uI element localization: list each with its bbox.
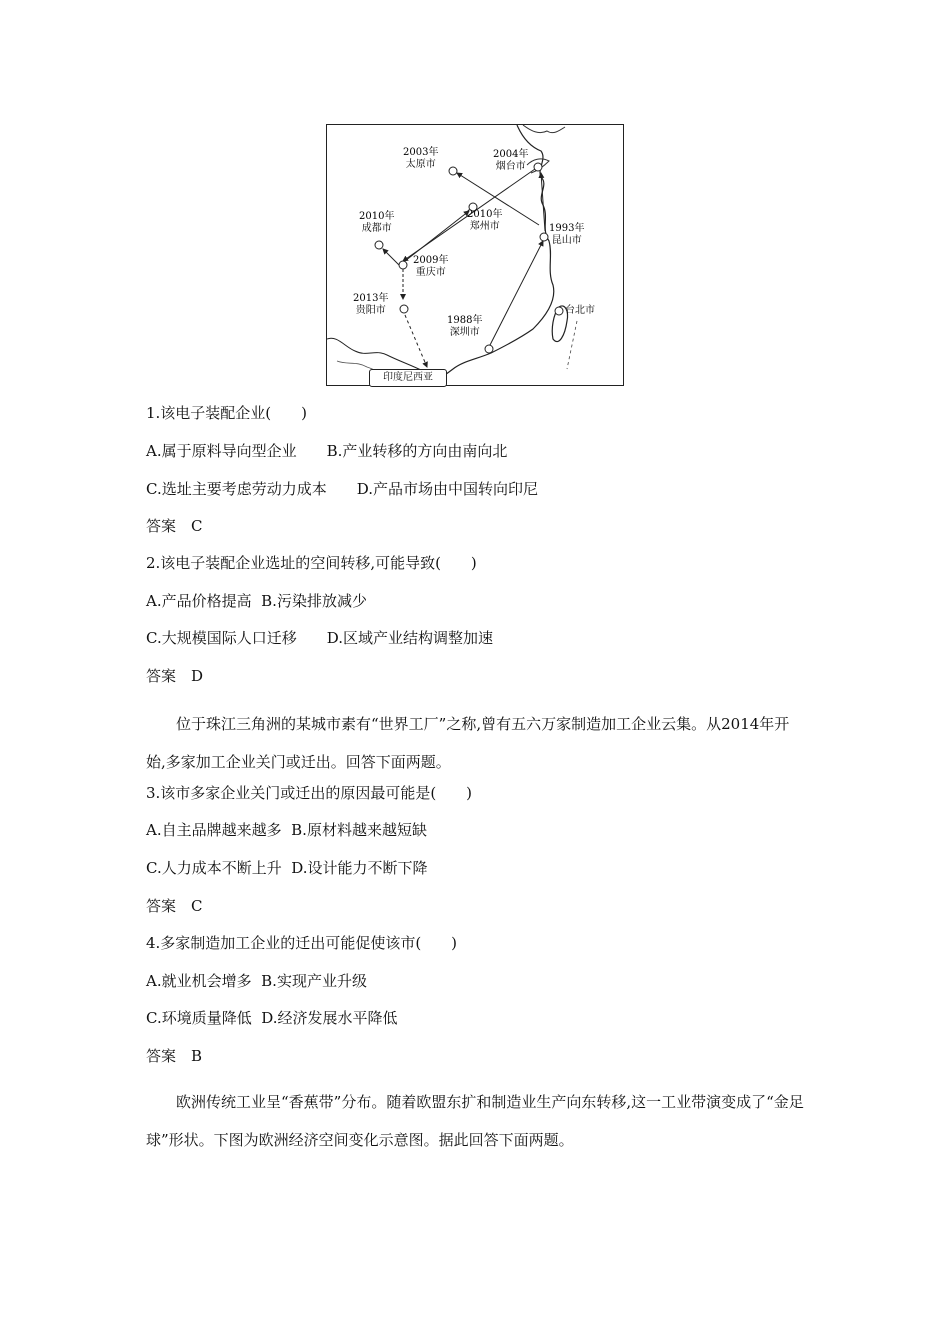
q4-option-a: A.就业机会增多 (146, 972, 252, 990)
city-label-taiyuan: 2003年 太原市 (403, 147, 439, 170)
q3-option-a: A.自主品牌越来越多 (146, 821, 282, 839)
city-label-zhengzhou: 2010年 郑州市 (467, 209, 503, 232)
korea-coast (523, 125, 565, 133)
q1-option-d: D.产品市场由中国转向印尼 (356, 480, 538, 498)
arrow-shenzhen-kunshan (489, 241, 543, 347)
sea-dash (567, 321, 577, 369)
city-dot-taipei (555, 307, 563, 315)
q3-option-d: D.设计能力不断下降 (291, 859, 428, 877)
passage-2: 欧洲传统工业呈“香蕉带”分布。随着欧盟东扩和制造业生产向东转移,这一工业带演变成了“金足球”形状。下图为欧洲经济空间变化示意图。据此回答下面两题。 (146, 1093, 804, 1149)
city-dot-taiyuan (449, 167, 457, 175)
city-dot-chongqing (399, 261, 407, 269)
city-dot-chengdu (375, 241, 383, 249)
q3-stem: 3.该市多家企业关门或迁出的原因最可能是( ) (146, 784, 473, 802)
q2-option-a: A.产品价格提高 (146, 592, 252, 610)
city-label-chengdu: 2010年 成都市 (359, 211, 395, 234)
q2-options-cd (146, 628, 493, 648)
q3-option-b: B.原材料越来越短缺 (291, 821, 427, 839)
q4-option-d: D.经济发展水平降低 (261, 1009, 398, 1027)
city-label-kunshan: 1993年 昆山市 (549, 223, 585, 246)
map-drawing (327, 125, 623, 385)
arrow-chongqing-zhengzhou (405, 211, 469, 261)
q3-options-cd (146, 858, 428, 878)
city-label-guiyang: 2013年 贵阳市 (353, 293, 389, 316)
destination-label: 印度尼西亚 (369, 369, 447, 387)
q3-options-ab (146, 820, 427, 840)
arrow-chongqing-chengdu (383, 249, 399, 265)
city-label-shenzhen: 1988年 深圳市 (447, 315, 483, 338)
q1-option-b: B.产业转移的方向由南向北 (326, 442, 508, 460)
city-label-chongqing: 2009年 重庆市 (413, 255, 449, 278)
city-dot-yantai (534, 163, 542, 171)
city-label-taipei: 台北市 (565, 305, 595, 316)
q4-options-cd (146, 1008, 398, 1028)
q4-options-ab (146, 971, 367, 991)
city-dot-kunshan (540, 233, 548, 241)
q4-option-c: C.环境质量降低 (146, 1009, 252, 1027)
q2-option-b: B.污染排放减少 (261, 592, 367, 610)
border (327, 338, 423, 371)
q4-answer: 答案 B (146, 1047, 203, 1065)
city-label-yantai: 2004年 烟台市 (493, 149, 529, 172)
q1-option-a: A.属于原料导向型企业 (146, 442, 297, 460)
q4-stem: 4.多家制造加工企业的迁出可能促使该市( ) (146, 934, 458, 952)
q1-options-ab (146, 441, 507, 461)
city-dot-shenzhen (485, 345, 493, 353)
q3-answer: 答案 C (146, 897, 203, 915)
q2-options-ab (146, 591, 367, 611)
q1-option-c: C.选址主要考虑劳动力成本 (146, 480, 327, 498)
q3-option-c: C.人力成本不断上升 (146, 859, 282, 877)
relocation-map (326, 124, 624, 386)
arrow-guiyang-indonesia (405, 315, 427, 367)
q2-stem: 2.该电子装配企业选址的空间转移,可能导致( ) (146, 554, 477, 572)
city-dot-guiyang (400, 305, 408, 313)
passage-1: 位于珠江三角洲的某城市素有“世界工厂”之称,曾有五六万家制造加工企业云集。从2014年开始,多家加工企业关门或迁出。回答下面两题。 (146, 715, 790, 771)
q4-option-b: B.实现产业升级 (261, 972, 367, 990)
q2-answer: 答案 D (146, 667, 204, 685)
q2-option-c: C.大规模国际人口迁移 (146, 629, 297, 647)
q1-stem: 1.该电子装配企业( ) (146, 404, 308, 422)
q1-options-cd (146, 479, 538, 499)
q1-answer: 答案 C (146, 517, 203, 535)
q2-option-d: D.区域产业结构调整加速 (326, 629, 493, 647)
